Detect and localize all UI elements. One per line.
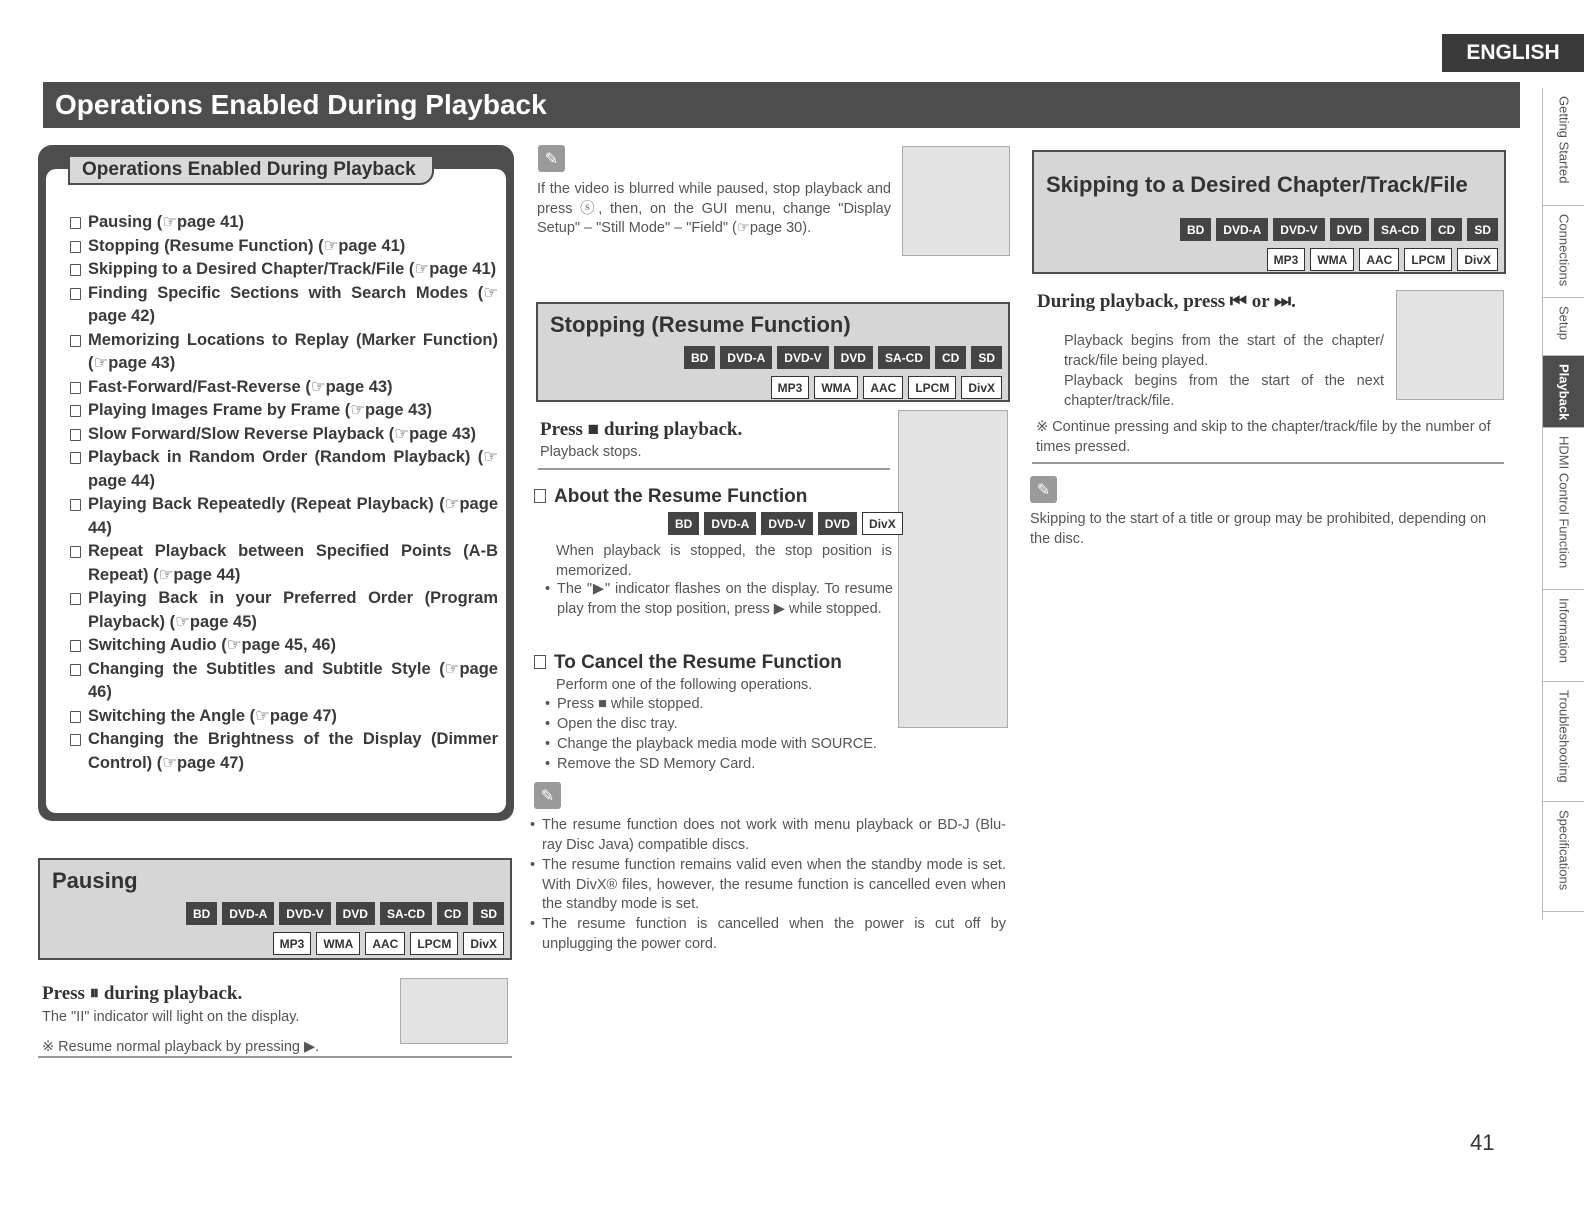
nav-tab-specifications[interactable]: Specifications (1543, 802, 1584, 912)
media-badge: DVD-V (761, 512, 812, 535)
nav-tab-troubleshooting[interactable]: Troubleshooting (1543, 682, 1584, 802)
media-badge: DivX (463, 932, 504, 955)
media-badge: SD (1467, 218, 1498, 241)
media-badge: DVD (336, 902, 375, 925)
media-badge: DVD-V (777, 346, 828, 369)
about-resume-bullet: • The "▶" indicator flashes on the display. To resume play from the stop position, press ▶ while stopped. (545, 580, 893, 619)
toc-item[interactable]: Repeat Playback between Specified Points (A-B Repeat) (☞page 44) (60, 540, 498, 587)
remote-illustration (902, 146, 1010, 256)
toc-item[interactable]: Stopping (Resume Function) (☞page 41) (60, 235, 498, 259)
toc-item[interactable]: Changing the Subtitles and Subtitle Style (☞page 46) (60, 658, 498, 705)
media-badge: BD (186, 902, 217, 925)
skipping-badges-light (1267, 248, 1498, 271)
stopping-badges-dark (684, 346, 1002, 369)
cancel-resume-bullet: • Remove the SD Memory Card. (545, 755, 885, 775)
skipping-header (1032, 150, 1506, 274)
nav-tab-playback[interactable]: Playback (1543, 356, 1584, 428)
toc-item[interactable]: Pausing (☞page 41) (60, 211, 498, 235)
cancel-resume-intro: Perform one of the following operations. (556, 677, 813, 693)
media-badge: DVD-V (1273, 218, 1324, 241)
media-badge: CD (1431, 218, 1462, 241)
nav-tab-connections[interactable]: Connections (1543, 206, 1584, 298)
media-badge: AAC (863, 376, 903, 399)
media-badge: DivX (862, 512, 903, 535)
about-resume-text: When playback is stopped, the stop position is memorized. (556, 543, 892, 579)
nav-tab-hdmi-control[interactable]: HDMI Control Function (1543, 428, 1584, 590)
toc-item[interactable]: Finding Specific Sections with Search Modes (☞page 42) (60, 282, 498, 329)
note-pencil-icon: ✎ (1030, 476, 1057, 503)
media-badge: BD (668, 512, 699, 535)
pausing-header (38, 858, 512, 960)
skipping-instruction: During playback, press ⏮ or ⏭. (1037, 291, 1296, 312)
media-badge: BD (1180, 218, 1211, 241)
toc-item[interactable]: Playback in Random Order (Random Playback) (☞page 44) (60, 446, 498, 493)
media-badge: DVD (818, 512, 857, 535)
note-pencil-icon: ✎ (538, 145, 565, 172)
cancel-resume-heading: To Cancel the Resume Function (534, 652, 842, 674)
media-badge: AAC (365, 932, 405, 955)
media-badge: BD (684, 346, 715, 369)
media-badge: DVD-A (222, 902, 274, 925)
about-resume-badges (668, 512, 903, 535)
media-badge: MP3 (771, 376, 810, 399)
toc-item[interactable]: Fast-Forward/Fast-Reverse (☞page 43) (60, 376, 498, 400)
toc-item[interactable]: Switching the Angle (☞page 47) (60, 705, 498, 729)
media-badge: DVD-V (279, 902, 330, 925)
skipping-badges-dark (1180, 218, 1498, 241)
media-badge: MP3 (273, 932, 312, 955)
stopping-badges-light (771, 376, 1002, 399)
cancel-resume-bullet: • Open the disc tray. (545, 715, 885, 735)
media-badge: DVD-A (704, 512, 756, 535)
cancel-resume-bullet: • Press ■ while stopped. (545, 695, 885, 715)
media-badge: CD (437, 902, 468, 925)
media-badge: SA-CD (380, 902, 432, 925)
toc-item[interactable]: Skipping to a Desired Chapter/Track/File (☞page 41) (60, 258, 498, 282)
skip-continue-note: ※ Continue pressing and skip to the chapter/track/file by the number of times pressed. (1036, 419, 1491, 455)
media-badge: WMA (1310, 248, 1354, 271)
pausing-result: The "II" indicator will light on the display. (42, 1009, 300, 1025)
pausing-instruction: Press ⏸ during playback. (42, 983, 243, 1004)
media-badge: SA-CD (1374, 218, 1426, 241)
toc-box (38, 145, 514, 821)
media-badge: LPCM (908, 376, 956, 399)
stopping-instruction: Press ■ during playback. (540, 419, 743, 440)
media-badge: DVD-A (1216, 218, 1268, 241)
pausing-note: ※ Resume normal playback by pressing ▶. (42, 1039, 320, 1055)
media-badge: WMA (814, 376, 858, 399)
media-badge: DVD (1330, 218, 1369, 241)
media-badge: DivX (1457, 248, 1498, 271)
skip-note: Skipping to the start of a title or group may be prohibited, depending on the disc. (1030, 511, 1487, 547)
media-badge: DVD (834, 346, 873, 369)
toc-item[interactable]: Memorizing Locations to Replay (Marker Function) (☞page 43) (60, 329, 498, 376)
language-tab: ENGLISH (1442, 34, 1584, 72)
toc-list (60, 211, 498, 775)
media-badge: MP3 (1267, 248, 1306, 271)
skip-next-text: Playback begins from the start of the next chapter/track/file. (1064, 373, 1384, 409)
note-pencil-icon: ✎ (534, 782, 561, 809)
media-badge: CD (935, 346, 966, 369)
resume-note: • The resume function does not work with menu playback or BD-J (Blu-ray Disc Java) compatible discs. (530, 816, 1006, 855)
remote-illustration (400, 978, 508, 1044)
toc-item[interactable]: Playing Back in your Preferred Order (Program Playback) (☞page 45) (60, 587, 498, 634)
page-number: 41 (1470, 1130, 1495, 1155)
media-badge: DVD-A (720, 346, 772, 369)
remote-illustration (1396, 290, 1504, 400)
toc-item[interactable]: Playing Images Frame by Frame (☞page 43) (60, 399, 498, 423)
resume-note: • The resume function remains valid even when the standby mode is set. With DivX® files, however, the resume function is cancelled even when the standby mode is set. (530, 856, 1006, 915)
toc-title: Operations Enabled During Playback (68, 155, 434, 185)
media-badge: DivX (961, 376, 1002, 399)
media-badge: SA-CD (878, 346, 930, 369)
remote-illustration (898, 410, 1008, 728)
media-badge: LPCM (1404, 248, 1452, 271)
cancel-resume-bullet: • Change the playback media mode with SOURCE. (545, 735, 885, 755)
stopping-header (536, 302, 1010, 402)
side-navigation (1542, 88, 1584, 920)
media-badge: WMA (316, 932, 360, 955)
skipping-title: Skipping to a Desired Chapter/Track/File (1046, 172, 1468, 197)
media-badge: SD (971, 346, 1002, 369)
pausing-badges-dark (186, 902, 504, 925)
nav-tab-setup[interactable]: Setup (1543, 298, 1584, 356)
skip-prev-text: Playback begins from the start of the chapter/ track/file being played. (1064, 333, 1384, 369)
toc-item[interactable]: Playing Back Repeatedly (Repeat Playback) (☞page 44) (60, 493, 498, 540)
about-resume-heading: About the Resume Function (534, 486, 807, 508)
stopping-title: Stopping (Resume Function) (550, 312, 851, 337)
toc-item[interactable]: Switching Audio (☞page 45, 46) (60, 634, 498, 658)
toc-item[interactable]: Changing the Brightness of the Display (Dimmer Control) (☞page 47) (60, 728, 498, 775)
resume-note: • The resume function is cancelled when the power is cut off by unplugging the power cord. (530, 915, 1006, 954)
nav-tab-getting-started[interactable]: Getting Started (1543, 88, 1584, 206)
still-mode-note: If the video is blurred while paused, stop playback and press ⓢ, then, on the GUI menu, change "Display Setup" – "Still Mode" – "Field" (☞page 30). (537, 181, 891, 236)
media-badge: SD (473, 902, 504, 925)
nav-tab-information[interactable]: Information (1543, 590, 1584, 682)
pausing-badges-light (273, 932, 504, 955)
stopping-result: Playback stops. (540, 444, 642, 460)
page-title: Operations Enabled During Playback (43, 82, 1520, 128)
media-badge: LPCM (410, 932, 458, 955)
media-badge: AAC (1359, 248, 1399, 271)
toc-item[interactable]: Slow Forward/Slow Reverse Playback (☞page 43) (60, 423, 498, 447)
pausing-title: Pausing (52, 868, 138, 893)
